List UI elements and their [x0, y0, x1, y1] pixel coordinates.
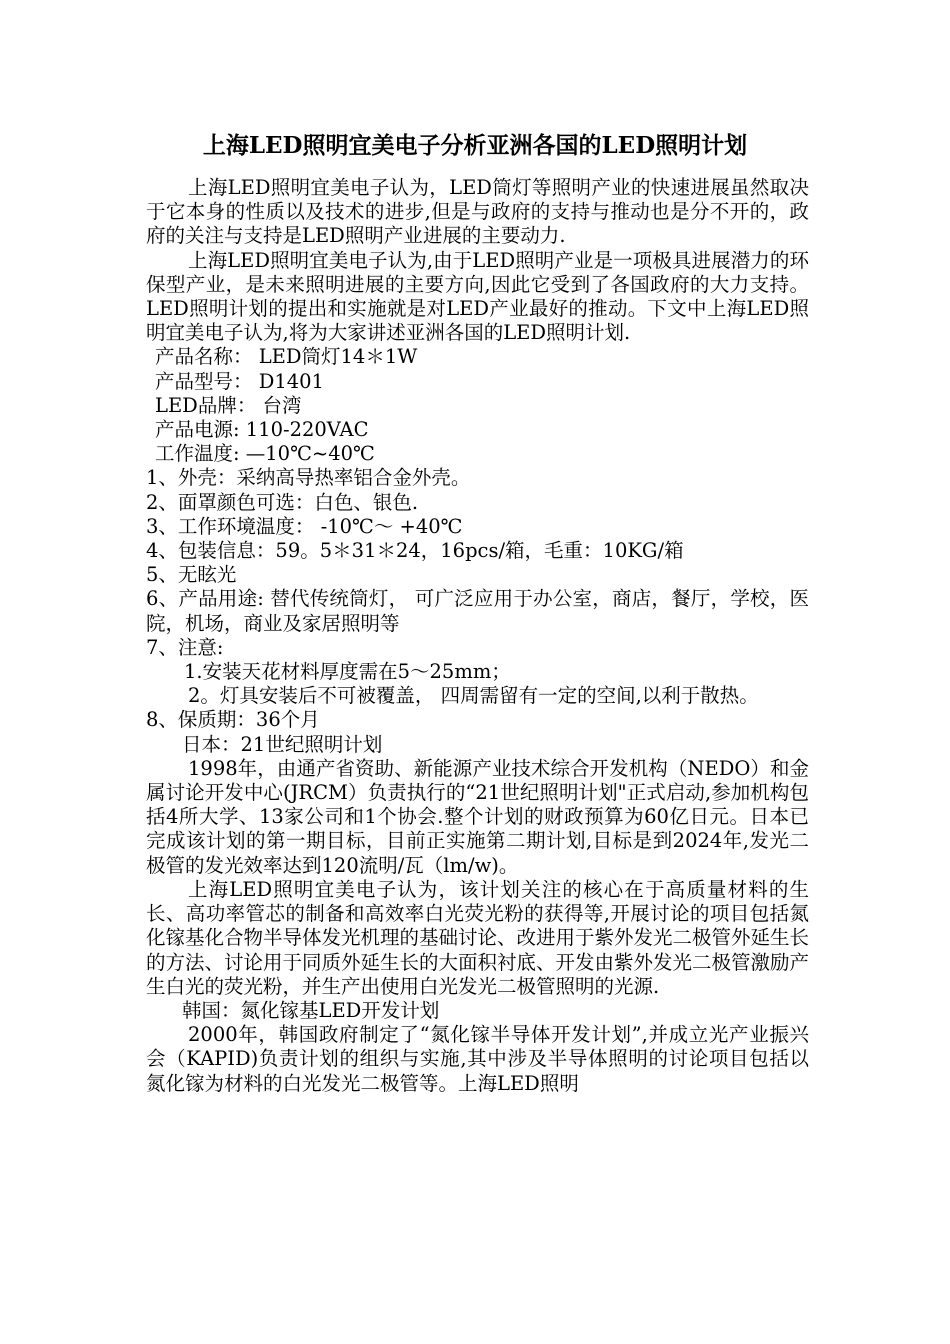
document-body [146, 176, 809, 1096]
spec-line: 产品型号： D1401 [155, 369, 324, 393]
spec-line: 工作温度: —10℃~40℃ [155, 442, 375, 466]
intro-paragraph: 上海LED照明宜美电子认为，LED筒灯等照明产业的快速进展虽然取决于它本身的性质以及技术的进步,但是与政府的支持与推动也是分不开的，政府的关注与支持是LED照明产业进展的主要动力. [146, 176, 809, 248]
spec-line: LED品牌： 台湾 [155, 393, 302, 417]
japan-paragraph: 上海LED照明宜美电子认为，该计划关注的核心在于高质量材料的生长、高功率管芯的制备和高效率白光荧光粉的获得等,开展讨论的项目包括氮化镓基化合物半导体发光机理的基础讨论、改进用于紫外发光二极管外延生长的方法、讨论用于同质外延生长的大面积衬底、开发由紫外发光二极管激励产生白光的荧光粉，并生产出使用白光发光二极管照明的光源. [146, 877, 810, 998]
feature-item: 6、产品用途: 替代传统筒灯， 可广泛应用于办公室，商店，餐厅，学校，医院，机场，商业及家居照明等 [146, 587, 809, 635]
feature-item: 5、无眩光 [146, 563, 237, 587]
feature-item: 7、注意: [146, 635, 224, 659]
note-item: 1.安装天花材料厚度需在5～25mm； [184, 660, 511, 684]
spec-line: 产品电源: 110-220VAC [155, 418, 369, 442]
document-title: 上海LED照明宜美电子分析亚洲各国的LED照明计划 [202, 132, 748, 159]
feature-item: 4、包装信息：59。5＊31＊24，16pcs/箱，毛重：10KG/箱 [146, 539, 684, 563]
feature-item: 2、面罩颜色可选：白色、银色. [146, 490, 419, 514]
section-heading-japan: 日本：21世纪照明计划 [182, 732, 383, 756]
spec-line: 产品名称： LED筒灯14＊1W [155, 345, 418, 369]
warranty-line: 8、保质期：36个月 [146, 708, 320, 732]
note-item: 2。灯具安装后不可被覆盖， 四周需留有一定的空间,以利于散热。 [188, 684, 759, 708]
intro-paragraph: 上海LED照明宜美电子认为,由于LED照明产业是一项极具进展潜力的环保型产业，是未来照明进展的主要方向,因此它受到了各国政府的大力支持。LED照明计划的提出和实施就是对LED产业最好的推动。下文中上海LED照明宜美电子认为,将为大家讲述亚洲各国的LED照明计划. [146, 248, 809, 345]
section-heading-korea: 韩国：氮化镓基LED开发计划 [182, 998, 440, 1022]
feature-item: 3、工作环境温度： -10℃～ +40℃ [146, 514, 463, 538]
korea-paragraph: 2000年，韩国政府制定了“氮化镓半导体开发计划”,并成立光产业振兴会（KAPID)负责计划的组织与实施,其中涉及半导体照明的讨论项目包括以氮化镓为材料的白光发光二极管等。上海LED照明 [146, 1023, 809, 1095]
japan-paragraph: 1998年，由通产省资助、新能源产业技术综合开发机构（NEDO）和金属讨论开发中心(JRCM）负责执行的“21世纪照明计划"正式启动,参加机构包括4所大学、13家公司和1个协会.整个计划的财政预算为60亿日元。日本已完成该计划的第一期目标，目前正实施第二期计划,目标是到2024年,发光二极管的发光效率达到120流明/瓦（lm/w)。 [146, 756, 809, 877]
feature-item: 1、外壳：采纳高导热率铝合金外壳。 [146, 466, 471, 490]
